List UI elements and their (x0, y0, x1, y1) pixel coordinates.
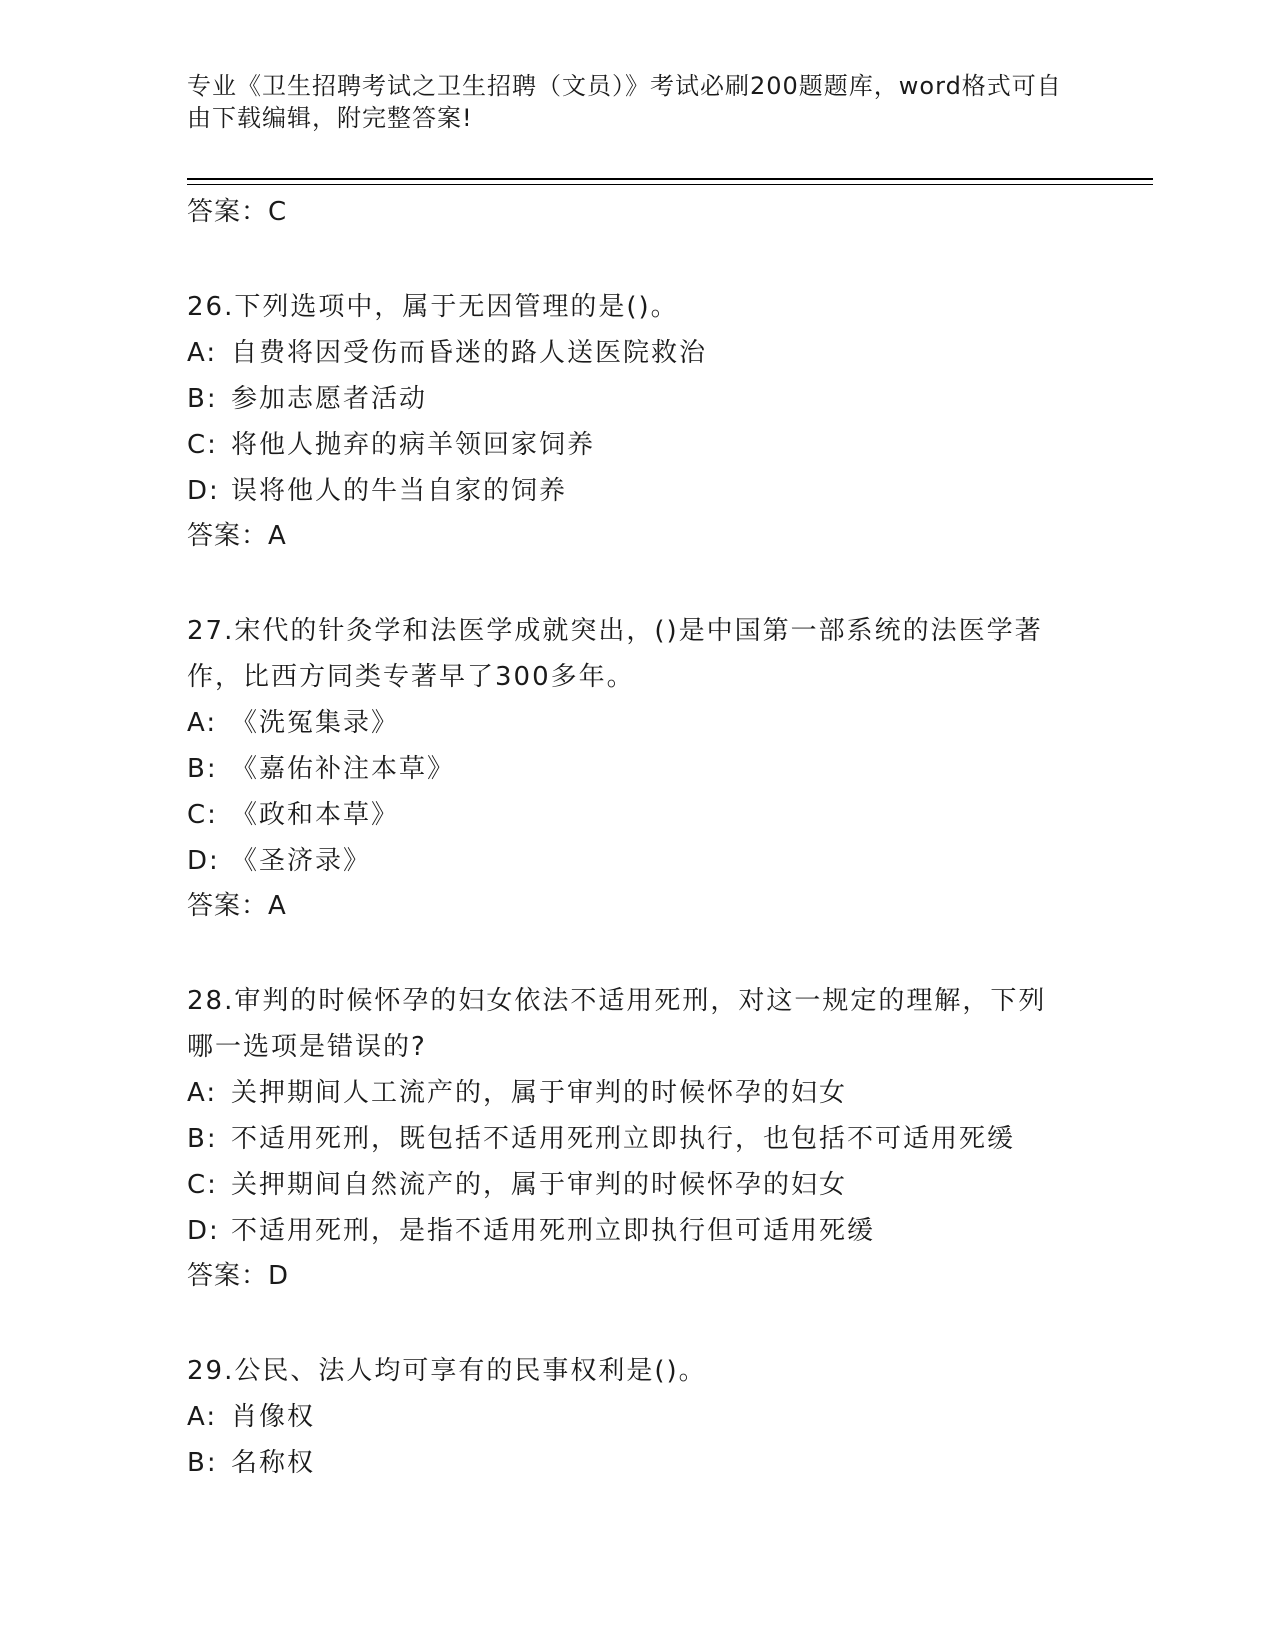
question-stem (187, 284, 1087, 330)
option-letter: A: (187, 708, 218, 738)
question-stem (187, 978, 1087, 1070)
option-letter: D: (187, 1216, 220, 1246)
option-text: 不适用死刑，是指不适用死刑立即执行但可适用死缓 (231, 1216, 876, 1246)
header-line-2: 由下载编辑，附完整答案! (187, 104, 473, 132)
option-text: 名称权 (231, 1448, 316, 1478)
option-text: 将他人抛弃的病羊领回家饲养 (231, 430, 596, 460)
header-line-1: 专业《卫生招聘考试之卫生招聘（文员）》考试必刷200题题库，word格式可自 (187, 72, 1062, 100)
option-letter: B: (187, 1448, 218, 1478)
question-27 (187, 608, 1087, 928)
option-c (187, 422, 1087, 468)
option-text: 《政和本草》 (231, 800, 400, 830)
option-d (187, 468, 1087, 514)
question-28 (187, 978, 1087, 1298)
option-text: 关押期间自然流产的，属于审判的时候怀孕的妇女 (231, 1170, 848, 1200)
header-rule-thick (187, 178, 1153, 180)
option-letter: A: (187, 1078, 218, 1108)
option-a (187, 1070, 1087, 1116)
answer-line: 答案：A (187, 521, 287, 551)
document-header (187, 70, 1067, 134)
option-c (187, 792, 1087, 838)
option-text: 《洗冤集录》 (231, 708, 400, 738)
option-text: 关押期间人工流产的，属于审判的时候怀孕的妇女 (231, 1078, 848, 1108)
option-letter: D: (187, 846, 220, 876)
option-letter: A: (187, 338, 218, 368)
answer-line: 答案：A (187, 891, 287, 921)
question-list (187, 190, 1087, 1486)
option-b (187, 1440, 1087, 1486)
question-stem-line: 作，比西方同类专著早了300多年。 (187, 662, 635, 692)
answer-line-prev: 答案：C (187, 197, 288, 227)
question-gap (187, 234, 1087, 284)
question-stem-line: 27.宋代的针灸学和法医学成就突出，()是中国第一部系统的法医学著 (187, 616, 1043, 646)
question-gap (187, 928, 1087, 978)
header-rule-thin (187, 184, 1153, 185)
question-stem-line: 29.公民、法人均可享有的民事权利是()。 (187, 1356, 707, 1386)
answer-line: 答案：D (187, 1261, 290, 1291)
option-letter: B: (187, 1124, 218, 1154)
option-letter: C: (187, 800, 218, 830)
option-b (187, 376, 1087, 422)
option-d (187, 1208, 1087, 1254)
question-29 (187, 1348, 1087, 1486)
option-d (187, 838, 1087, 884)
option-text: 《嘉佑补注本草》 (231, 754, 456, 784)
option-c (187, 1162, 1087, 1208)
option-b (187, 1116, 1087, 1162)
option-a (187, 700, 1087, 746)
option-letter: D: (187, 476, 220, 506)
question-gap (187, 1298, 1087, 1348)
option-letter: C: (187, 1170, 218, 1200)
option-text: 自费将因受伤而昏迷的路人送医院救治 (231, 338, 708, 368)
option-text: 不适用死刑，既包括不适用死刑立即执行，也包括不可适用死缓 (231, 1124, 1016, 1154)
option-text: 肖像权 (231, 1402, 316, 1432)
option-a (187, 1394, 1087, 1440)
question-stem-line: 28.审判的时候怀孕的妇女依法不适用死刑，对这一规定的理解，下列 (187, 986, 1047, 1016)
option-a (187, 330, 1087, 376)
option-b (187, 746, 1087, 792)
question-stem (187, 1348, 1087, 1394)
option-letter: A: (187, 1402, 218, 1432)
option-text: 误将他人的牛当自家的饲养 (231, 476, 568, 506)
question-gap (187, 558, 1087, 608)
option-letter: B: (187, 384, 218, 414)
question-26 (187, 284, 1087, 558)
question-stem (187, 608, 1087, 700)
option-letter: C: (187, 430, 218, 460)
option-letter: B: (187, 754, 218, 784)
option-text: 参加志愿者活动 (231, 384, 428, 414)
question-stem-line: 26.下列选项中，属于无因管理的是()。 (187, 292, 679, 322)
option-text: 《圣济录》 (231, 846, 372, 876)
question-stem-line: 哪一选项是错误的? (187, 1032, 427, 1062)
